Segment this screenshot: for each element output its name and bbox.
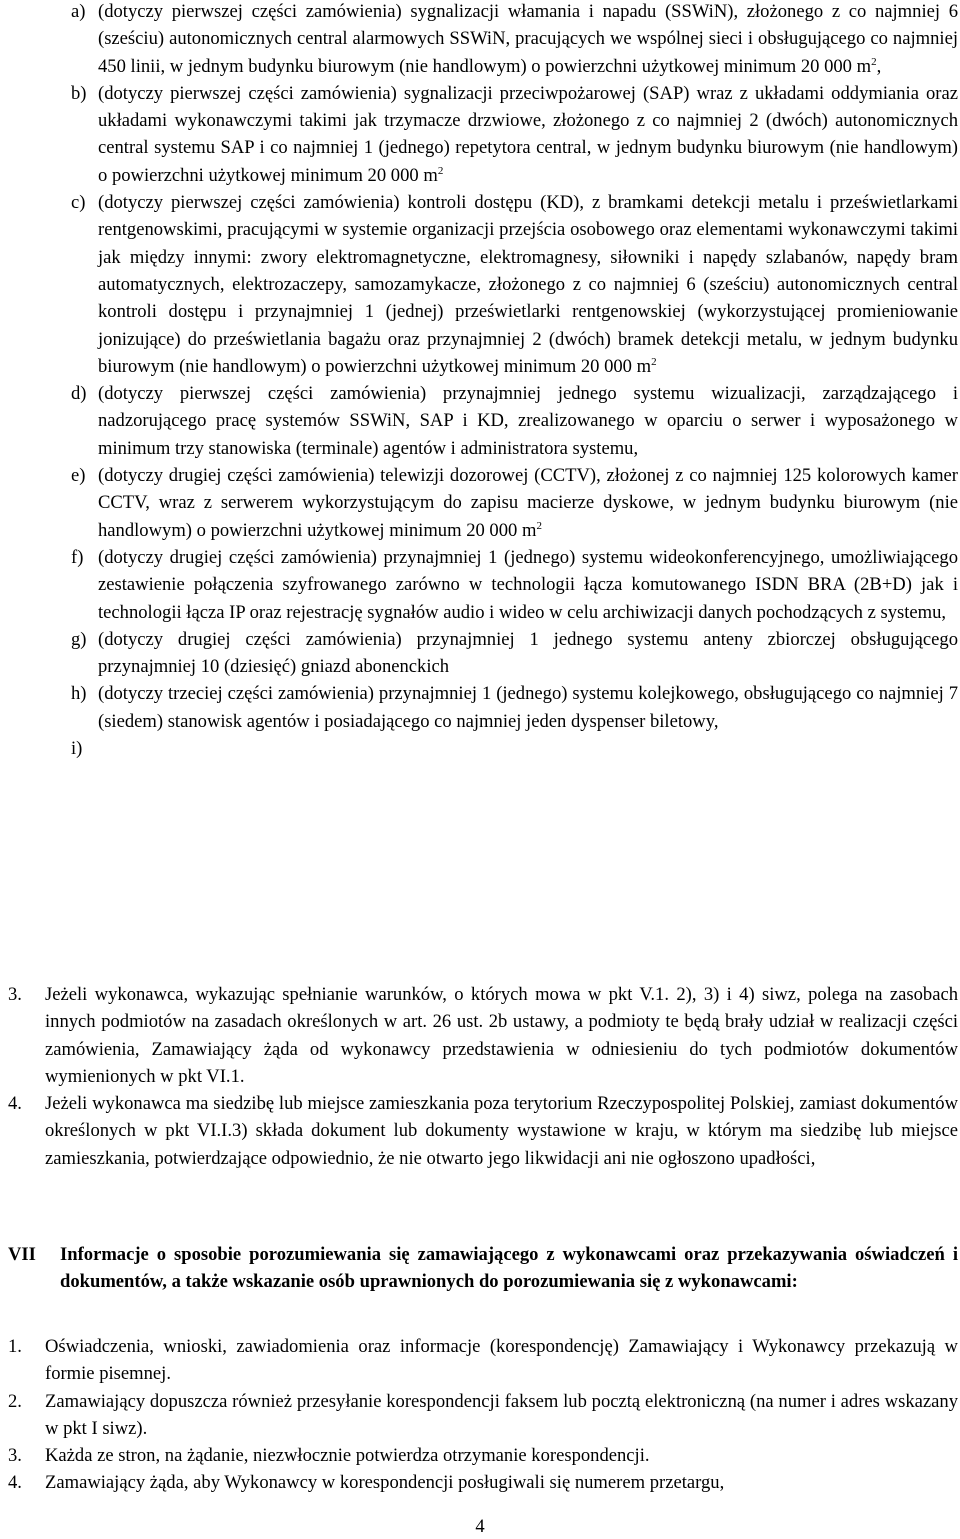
list-item [0,1469,958,1496]
item-label: c) [71,192,86,214]
item-text: (dotyczy pierwszej części zamówienia) sygnalizacji włamania i napadu (SSWiN), złożonego z co najmniej 6 (sześciu) autonomicznych central alarmowych SSWiN, pracujących we wspólnej sieci i obsługującego co najmniej 450 linii, w jednym budynku biurowym (nie handlowym) o powierzchni użytkowej minimum 20 000 $m^2$, [98,1,958,77]
section-title: Informacje o sposobie porozumiewania się zamawiającego z wykonawcami oraz przekazywania oświadczeń i dokumentów, a także wskazanie osób uprawnionych do porozumiewania się z wykonawcami: [60,1244,958,1293]
item-label: e) [71,465,86,487]
item-label: g) [71,628,87,650]
item-label: 1. [8,1336,22,1357]
item-text: (dotyczy drugiej części zamówienia) przynajmniej 1 (jednego) systemu wideokonferencyjnego, umożliwiającego zestawienie połączenia szyfrowanego zarówno w technologii łącza komutowanego ISDN BRA (2B+D) jak i technologii łącza IP oraz rejestrację sygnałów audio i wideo w celu archiwizacji danych pochodzących z systemu, [98,546,958,623]
list-item [8,189,958,380]
page-number: 4 [475,1516,485,1537]
item-label: f) [71,546,84,568]
item-label: d) [71,383,87,405]
list-item [8,544,958,626]
list-item [0,1388,958,1443]
section-heading [0,1241,958,1296]
item-label: h) [71,683,87,705]
item-text: Oświadczenia, wnioski, zawiadomienia oraz informacje (korespondencję) Zamawiający i Wykonawcy przekazują w formie pisemnej. [45,1336,958,1385]
numbered-list-before [0,981,958,1172]
list-item [0,981,958,1090]
item-text: (dotyczy pierwszej części zamówienia) przynajmniej jednego systemu wizualizacji, zarządzającego i nadzorującego pracę systemów SSWiN, SAP i KD, zrealizowanego w oparciu o serwer i wyposażonego w minimum trzy stanowiska (terminale) agentów i administratora systemu, [98,383,958,459]
item-label: 2. [8,1390,22,1412]
list-item [8,80,958,189]
item-text: Jeżeli wykonawca, wykazując spełnianie warunków, o których mowa w pkt V.1. 2), 3) i 4) siwz, polega na zasobach innych podmiotów na zasadach określonych w art. 26 ust. 2b ustawy, a podmioty te będą brały udział w realizacji części zamówienia, Zamawiający żąda od wykonawcy przedstawienia w odniesieniu do tych podmiotów dokumentów wymienionych w pkt VI.1. [45,984,958,1087]
list-item [0,1333,958,1388]
item-text: Zamawiający dopuszcza również przesyłanie korespondencji faksem lub pocztą elektroniczną (na numer i adres wskazany w pkt I siwz). [45,1390,958,1439]
item-text: (dotyczy drugiej części zamówienia) telewizji dozorowej (CCTV), złożonej z co najmniej 125 kolorowych kamer CCTV, wraz z serwerem wykorzystującym do zapisu macierze dyskowe, w jednym budynku biurowym (nie handlowym) o powierzchni użytkowej minimum 20 000 $m^2$ [98,465,958,541]
item-label: 4. [8,1472,22,1494]
list-item [8,0,958,80]
item-text: (dotyczy drugiej części zamówienia) przynajmniej 1 jednego systemu anteny zbiorczej obsługującego przynajmniej 10 (dziesięć) gniazd abonenckich [98,628,958,678]
item-text: (dotyczy trzeciej części zamówienia) przynajmniej 1 (jednego) systemu kolejkowego, obsługującego co najmniej 7 (siedem) stanowisk agentów i posiadającego co najmniej jeden dyspenser biletowy, [98,683,958,732]
numbered-list-after [0,1333,958,1497]
list-item [8,380,958,462]
item-label: 3. [8,984,22,1005]
item-label: 3. [8,1445,22,1467]
list-item [8,680,958,735]
item-text: (dotyczy pierwszej części zamówienia) sygnalizacji przeciwpożarowej (SAP) wraz z układami oddymiania oraz układami wykonawczymi takimi jak trzymacze drzwiowe, złożonego z co najmniej 2 (dwóch) autonomicznych central systemu SAP i co najmniej 1 (jednego) repetytora central, w jednym budynku biurowym (nie handlowym) o powierzchni użytkowej minimum 20 000 $m^2$ [98,82,958,186]
item-text: Każda ze stron, na żądanie, niezwłocznie potwierdza otrzymanie korespondencji. [45,1445,650,1467]
item-text: Zamawiający żąda, aby Wykonawcy w korespondencji posługiwali się numerem przetargu, [45,1472,725,1494]
item-text [98,735,958,762]
item-label: b) [71,82,87,104]
list-item [0,1442,958,1469]
item-label: a) [71,1,86,22]
item-text: Jeżeli wykonawca ma siedzibę lub miejsce zamieszkania poza terytorium Rzeczypospolitej Polskiej, zamiast dokumentów określonych w pkt VI.I.3) składa dokument lub dokumenty wystawione w kraju, w którym ma siedzibę lub miejsce zamieszkania, potwierdzające odpowiednio, że nie otwarto jego likwidacji ani nie ogłoszono upadłości, [45,1093,958,1169]
item-label: 4. [8,1093,22,1115]
list-item [0,1090,958,1172]
list-item [8,735,958,762]
list-item [8,626,958,681]
conditions-sublist [8,0,958,762]
section-number: VII [8,1244,36,1265]
item-label: i) [71,738,83,760]
item-text: (dotyczy pierwszej części zamówienia) kontroli dostępu (KD), z bramkami detekcji metalu i prześwietlarkami rentgenowskimi, pracującymi w systemie organizacji przejścia osobowego oraz elementami wykonawczymi takimi jak między innymi: zwory elektromagnetyczne, elektromagnesy, siłowniki i napędy szlabanów, napędy bram automatycznych, elektrozaczepy, samozamykacze, złożonego z co najmniej 6 (sześciu) autonomicznych central kontroli dostępu i przynajmniej 1 (jednej) prześwietlarki rentgenowskiej (wykorzystującej promieniowanie jonizujące) do prześwietlania bagażu oraz przynajmniej 2 (dwóch) bramek detekcji metalu, w jednym budynku biurowym (nie handlowym) o powierzchni użytkowej minimum 20 000 $m^2$ [98,192,958,377]
list-item [8,462,958,544]
